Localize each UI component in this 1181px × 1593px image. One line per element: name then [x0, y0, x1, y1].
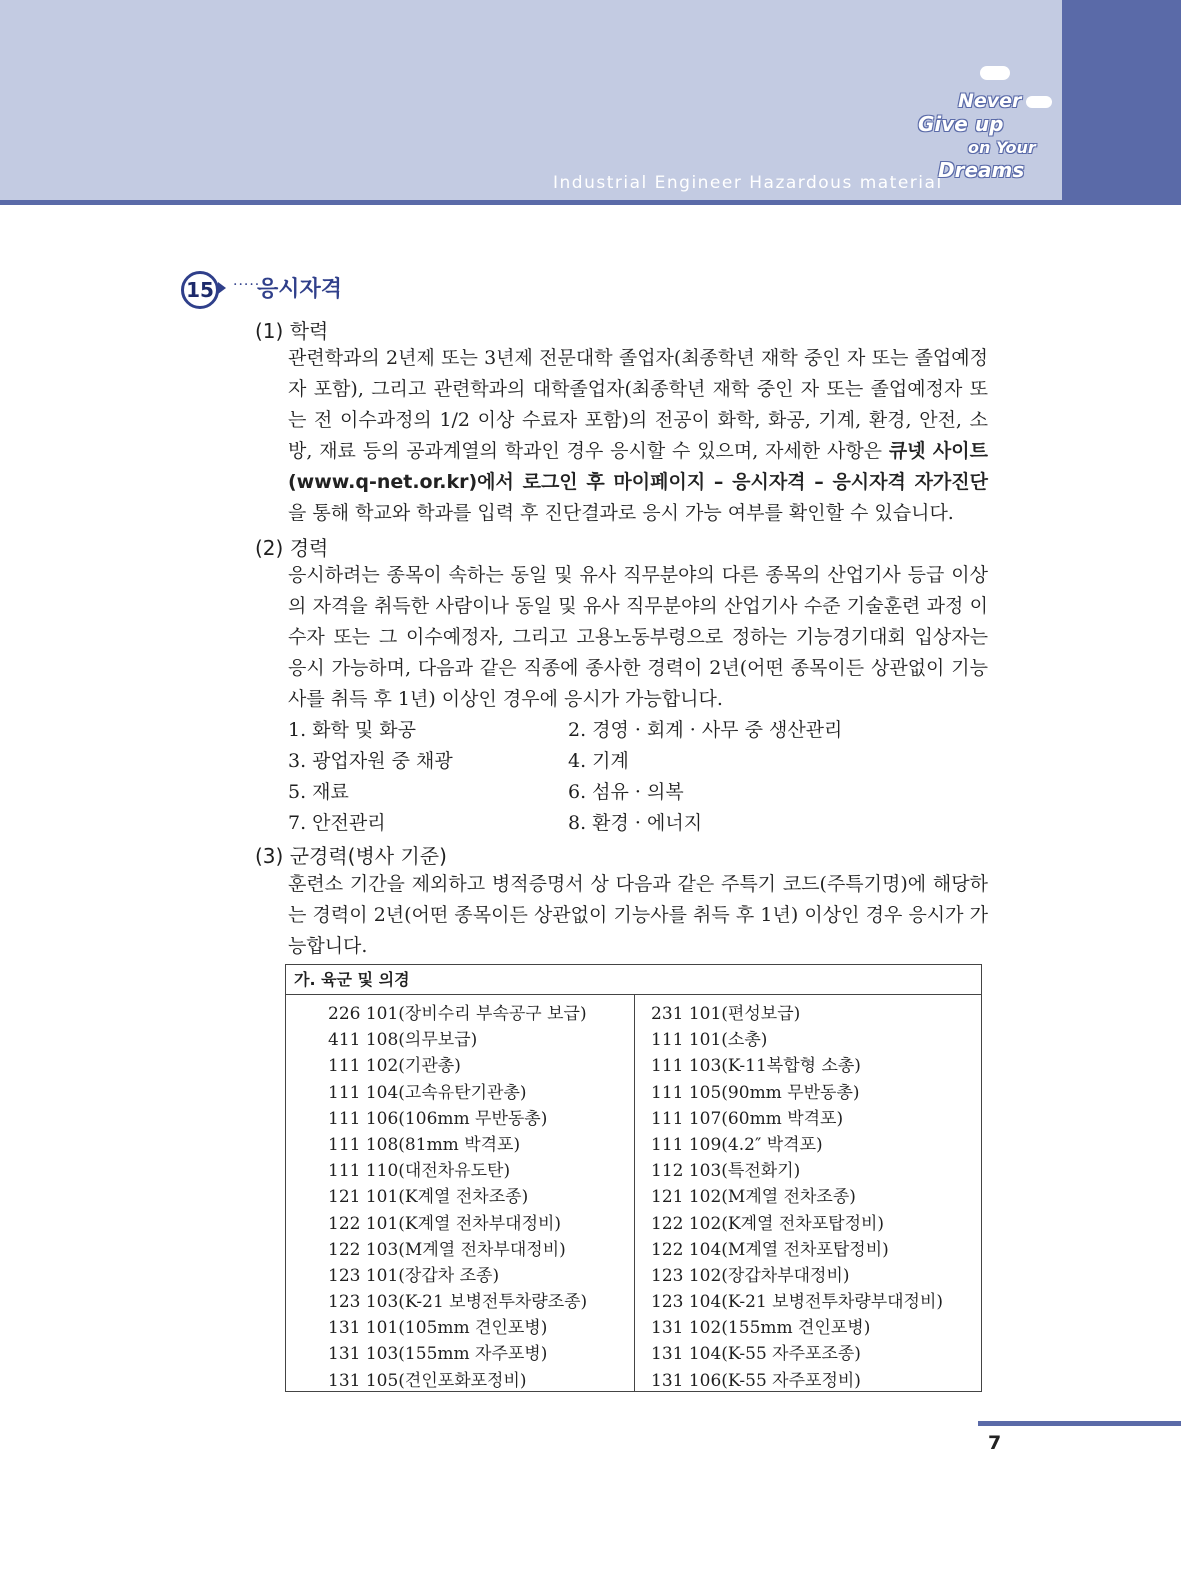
cloud-icon — [980, 66, 1010, 80]
qnet-instructions: 큐넷 사이트(www.q-net.or.kr)에서 로그인 후 마이페이지 – 응시자격 – 응시자격 자가진단 — [288, 440, 988, 493]
career-paragraph: 응시하려는 종목이 속하는 동일 및 유사 직무분야의 다른 종목의 산업기사 등급 이상의 자격을 취득한 사람이나 동일 및 유사 직무분야의 산업기사 수준 기술훈련 과정 이수자 또는 그 이수예정자, 그리고 고용노동부령으로 정하는 기능경기대회 입상자는 응시 가능하며, 다음과 같은 직종에 종사한 경력이 2년(어떤 종목이든 상관없이 기능사를 취득 후 1년) 이상인 경우에 응시가 가능합니다. — [288, 564, 988, 710]
table-row: 122 101(K계열 전차부대정비) — [328, 1213, 562, 1234]
table-row: 122 104(M계열 전차포탑정비) — [651, 1239, 889, 1260]
list-item: 3. 광업자원 중 채광 — [288, 750, 453, 772]
table-row: 121 102(M계열 전차조종) — [651, 1187, 856, 1208]
education-text: 관련학과의 2년제 또는 3년제 전문대학 졸업자(최종학년 재학 중인 자 또는 졸업예정자 포함), 그리고 관련학과의 대학졸업자(최종학년 재학 중인 자 또는 졸업예정자 또는 전 이수과정의 1/2 이상 수료자 포함)의 전공이 화학, 화공, 기계, 환경, 안전, 소방, 재료 등의 공과계열의 학과인 경우 응시할 수 있으며, 자세한 사항은 — [288, 347, 988, 462]
cloud-icon — [1026, 96, 1052, 108]
list-item: 7. 안전관리 — [288, 812, 386, 834]
table-row: 111 105(90mm 무반동총) — [651, 1082, 860, 1103]
list-item: 8. 환경 · 에너지 — [568, 812, 703, 834]
table-row: 111 109(4.2″ 박격포) — [651, 1134, 823, 1155]
table-row: 231 101(편성보급) — [651, 1004, 801, 1024]
section-number-badge: 15 — [181, 271, 219, 309]
table-row: 131 102(155mm 견인포병) — [651, 1318, 871, 1339]
left-code-column — [328, 1001, 587, 1394]
table-row: 121 101(K계열 전차조종) — [328, 1187, 529, 1208]
education-paragraph — [288, 343, 988, 529]
table-row: 111 103(K-11복합형 소총) — [651, 1056, 861, 1077]
table-row: 131 103(155mm 자주포병) — [328, 1344, 548, 1365]
table-row: 131 101(105mm 견인포병) — [328, 1318, 548, 1339]
table-row: 111 110(대전차유도탄) — [328, 1161, 511, 1182]
table-row: 123 103(K-21 보병전투차량조종) — [328, 1292, 588, 1313]
military-heading: (3) 군경력(병사 기준) — [255, 844, 447, 868]
table-row: 122 103(M계열 전차부대정비) — [328, 1239, 566, 1260]
never-give-up-logo — [918, 60, 1068, 200]
table-row: 411 108(의무보급) — [328, 1030, 478, 1051]
right-code-column — [651, 1001, 943, 1394]
logo-word: Dreams — [938, 158, 1025, 182]
table-row: 111 106(106mm 무반동총) — [328, 1108, 548, 1129]
header-side-panel — [1062, 0, 1181, 200]
table-row: 226 101(장비수리 부속공구 보급) — [328, 1004, 587, 1024]
list-item: 2. 경영 · 회계 · 사무 중 생산관리 — [568, 719, 843, 741]
education-heading: (1) 학력 — [255, 319, 329, 343]
table-row: 111 107(60mm 박격포) — [651, 1108, 844, 1129]
career-heading: (2) 경력 — [255, 536, 329, 560]
education-text-end: 을 통해 학교와 학과를 입력 후 진단결과로 응시 가능 여부를 확인할 수 있습니다. — [288, 502, 954, 524]
table-row: 131 106(K-55 자주포정비) — [651, 1370, 861, 1391]
table-divider — [634, 995, 635, 1391]
logo-word: on Your — [968, 138, 1036, 157]
header-subtitle: Industrial Engineer Hazardous material — [553, 173, 943, 193]
table-row: 111 104(고속유탄기관총) — [328, 1082, 527, 1103]
leader-dots: ····· — [233, 277, 261, 293]
table-row: 111 102(기관총) — [328, 1056, 461, 1077]
logo-word: Give up — [918, 112, 1004, 136]
footer-rule — [978, 1421, 1181, 1426]
table-title: 가. 육군 및 의경 — [286, 965, 981, 995]
table-row: 123 101(장갑차 조종) — [328, 1265, 500, 1286]
page-number: 7 — [988, 1432, 1002, 1454]
header-rule — [0, 200, 1181, 205]
list-item: 5. 재료 — [288, 781, 349, 803]
table-row: 123 104(K-21 보병전투차량부대정비) — [651, 1292, 944, 1313]
table-row: 111 101(소총) — [651, 1030, 768, 1051]
list-item: 4. 기계 — [568, 750, 629, 772]
table-row: 131 104(K-55 자주포조종) — [651, 1344, 861, 1365]
military-code-table — [285, 964, 982, 1392]
table-row: 131 105(견인포화포정비) — [328, 1370, 527, 1391]
table-row: 123 102(장갑차부대정비) — [651, 1265, 850, 1286]
badge-arrow-icon — [218, 282, 226, 294]
table-row: 122 102(K계열 전차포탑정비) — [651, 1213, 885, 1234]
list-item: 6. 섬유 · 의복 — [568, 781, 684, 803]
table-row: 112 103(특전화기) — [651, 1161, 801, 1182]
logo-word: Never — [958, 90, 1022, 112]
military-paragraph: 훈련소 기간을 제외하고 병적증명서 상 다음과 같은 주특기 코드(주특기명)에 해당하는 경력이 2년(어떤 종목이든 상관없이 기능사를 취득 후 1년) 이상인 경우 응시가 가능합니다. — [288, 873, 988, 957]
table-row: 111 108(81mm 박격포) — [328, 1134, 521, 1155]
list-item: 1. 화학 및 화공 — [288, 719, 417, 741]
section-title: 응시자격 — [257, 277, 343, 302]
